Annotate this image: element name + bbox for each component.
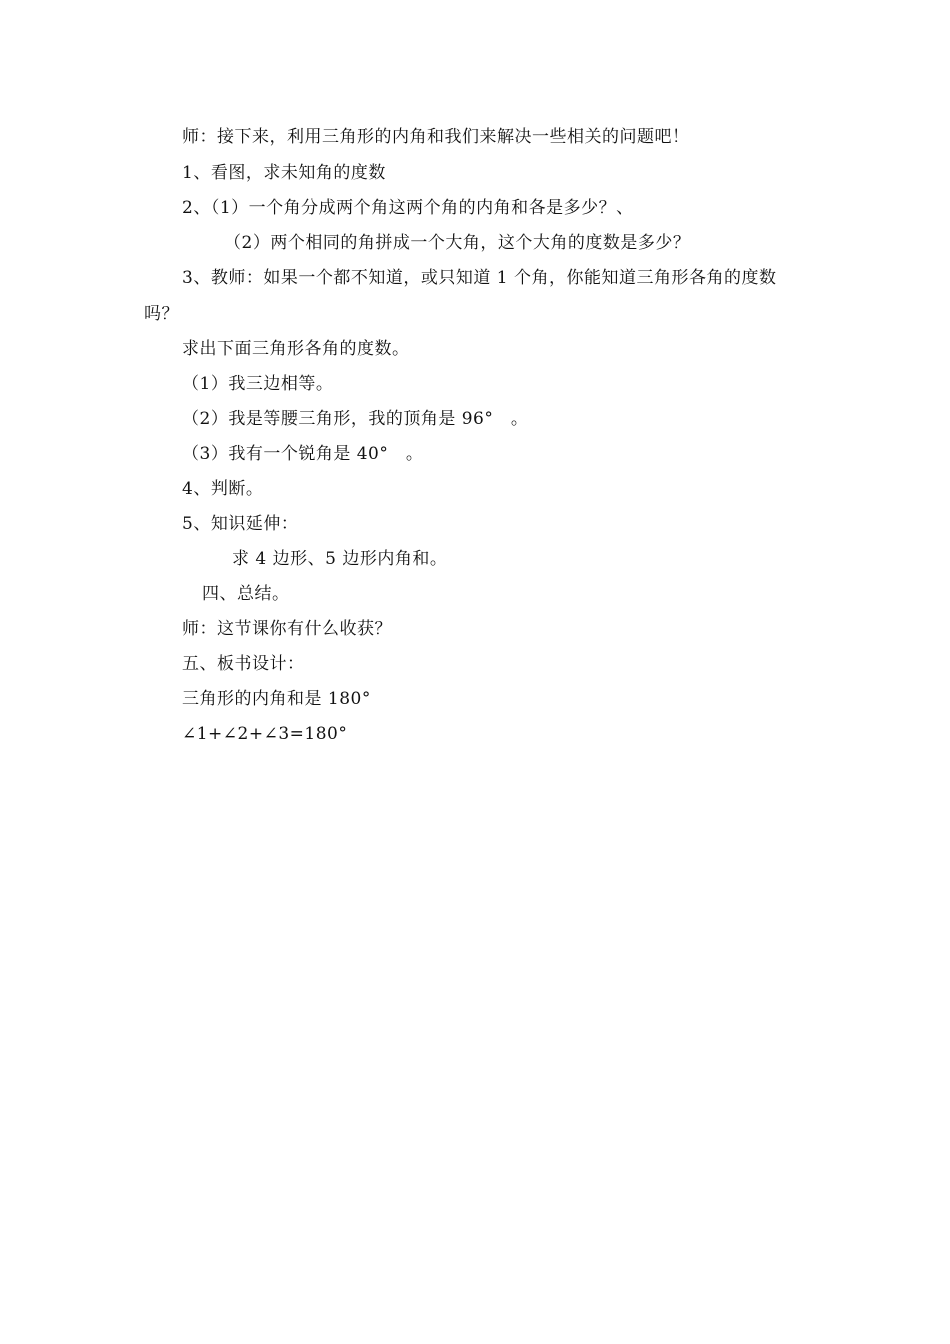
- task-1-line: 1、看图，求未知角的度数: [182, 163, 386, 183]
- triangle-clue-1-line: （1）我三边相等。: [182, 374, 334, 394]
- task-2-part-1-line: 2、（1）一个角分成两个角这两个角的内角和各是多少？、: [182, 198, 634, 218]
- task-5-line: 5、知识延伸：: [182, 514, 299, 534]
- section-summary-heading: 四、总结。: [202, 584, 290, 604]
- triangle-clue-3-line: （3）我有一个锐角是 40° 。: [182, 444, 424, 464]
- triangle-clue-2-line: （2）我是等腰三角形，我的顶角是 96° 。: [182, 409, 529, 429]
- task-3-continuation-line: 吗？: [144, 304, 179, 324]
- angle-sum-formula-line: ∠1+∠2+∠3=180°: [182, 724, 348, 744]
- angle-sum-statement-line: 三角形的内角和是 180°: [182, 689, 371, 709]
- task-3-line: 3、教师：如果一个都不知道，或只知道 1 个角，你能知道三角形各角的度数: [182, 268, 777, 288]
- polygon-angle-sum-line: 求 4 边形、5 边形内角和。: [232, 549, 448, 569]
- task-2-part-2-line: （2）两个相同的角拼成一个大角，这个大角的度数是多少？: [224, 233, 691, 253]
- triangle-angles-prompt-line: 求出下面三角形各角的度数。: [182, 339, 410, 359]
- teacher-question-line: 师：这节课你有什么收获？: [182, 619, 392, 639]
- task-4-line: 4、判断。: [182, 479, 264, 499]
- teacher-intro-line: 师：接下来，利用三角形的内角和我们来解决一些相关的问题吧！: [182, 127, 690, 147]
- section-board-design-heading: 五、板书设计：: [182, 654, 305, 674]
